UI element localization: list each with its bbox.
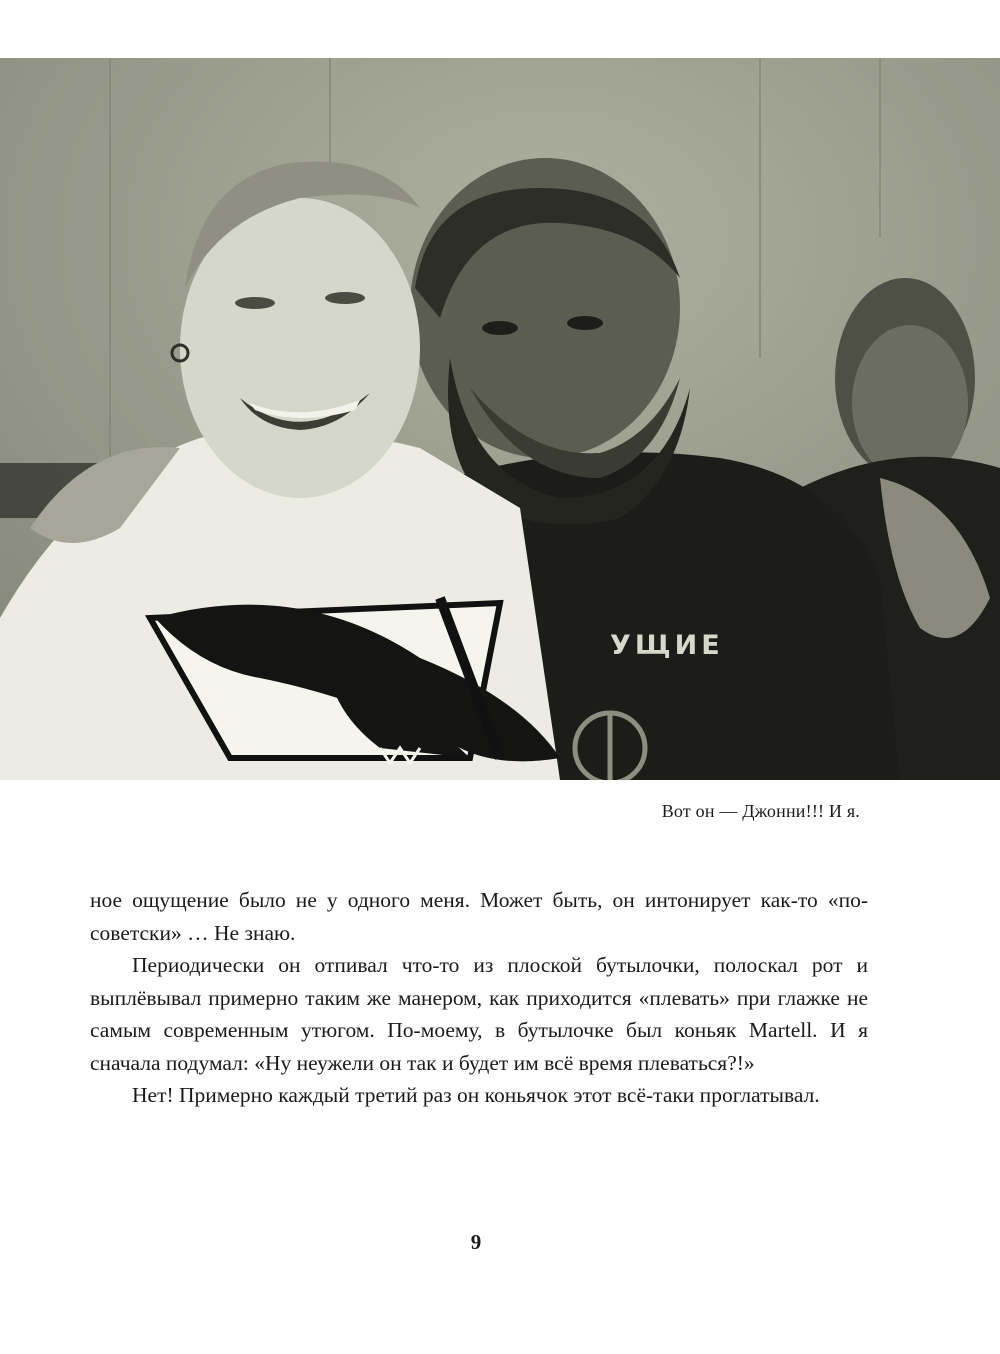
photo-caption: Вот он — Джонни!!! И я. <box>661 801 860 821</box>
shirt-lettering: УЩИЕ <box>610 630 724 661</box>
paragraph: Нет! Примерно каждый третий раз он коньячок этот всё-таки проглатывал. <box>132 1083 820 1107</box>
photo-illustration <box>0 58 1000 780</box>
paragraph: ное ощущение было не у одного меня. Может быть, он интонирует как-то «по-советски» … Не знаю. <box>90 888 868 945</box>
body-text <box>90 884 868 1112</box>
page-number: 9 <box>470 1230 482 1254</box>
paragraph: Периодически он отпивал что-то из плоской бутылочки, полоскал рот и выплёвывал примерно таким же манером, как приходится «плевать» при глажке не самым современным утюгом. По-моему, в бутылочке был коньяк Martell. И я сначала подумал: «Ну неужели он так и будет им всё время плеваться?!» <box>90 953 868 1075</box>
photograph <box>0 58 1000 780</box>
